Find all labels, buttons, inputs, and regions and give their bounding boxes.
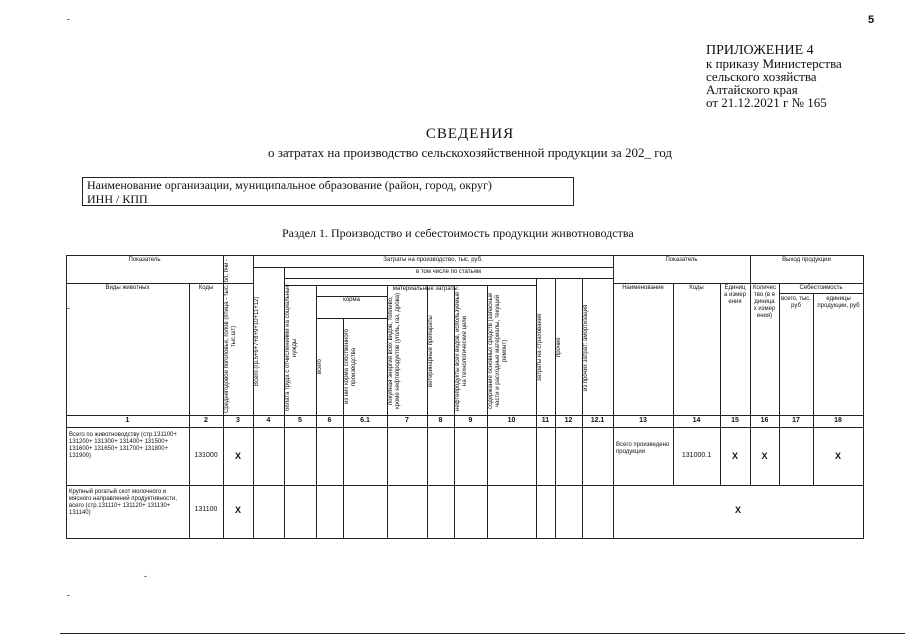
col-herd: Среднегодовое поголовье, голов (птица - тыс.гол, пчи - тыс.шт) [224, 258, 237, 413]
row-product-name: Всего произведено продукции [616, 442, 670, 455]
col-number: 12.1 [590, 417, 605, 424]
margin-mark: - [67, 14, 70, 24]
col-number: 2 [204, 417, 208, 424]
col-cost-unit: единицы продукции, руб [817, 296, 860, 309]
row-herd: X [234, 451, 241, 461]
page-number: 5 [868, 14, 875, 26]
margin-mark: - [67, 590, 70, 600]
header-cost-price: Себестоимость [799, 285, 843, 291]
row-unit-cost: X [834, 451, 841, 461]
col-number: 18 [834, 417, 842, 424]
col-number: 1 [125, 417, 130, 424]
document-title: СВЕДЕНИЯ [425, 126, 515, 142]
header-costs: Затраты на производство, тыс. руб. [383, 257, 483, 263]
col-number: 10 [507, 417, 516, 424]
col-unit: Единица измерения [724, 285, 746, 305]
col-energy: покупная энергия всех видов, топливо, кроме нефтепродуктов (уголь, газ, дрова) [388, 292, 401, 410]
col-number: 12 [564, 417, 573, 424]
col-quantity: Количество (в единицах измерения) [753, 285, 777, 319]
col-number: 5 [298, 417, 302, 424]
section-title: Раздел 1. Производство и себестоимость продукции животноводства [282, 226, 634, 240]
annex-heading: ПРИЛОЖЕНИЕ 4 [706, 43, 814, 58]
col-labor: оплата труда с отчислениями на социальные нужды [285, 284, 298, 411]
col-product-name: Наименование [622, 285, 664, 291]
col-number: 6 [327, 417, 332, 424]
col-number: 4 [266, 417, 271, 424]
col-oil: нефтепродукты всех видов, используемые на технологические цели [455, 291, 468, 411]
col-vet: ветеринарные препараты [428, 315, 434, 387]
row-code: 131000 [194, 452, 218, 459]
row-name: Всего по животноводству (стр.131100+ 131200+ 131300+ 131400+ 131500+ 131600+ 131650+ 131700+ 131800+ 131900) [69, 432, 177, 459]
margin-mark: - [144, 571, 147, 581]
col-number: 17 [792, 417, 800, 424]
header-output: Выход продукции [782, 257, 831, 263]
col-number: 16 [760, 417, 769, 424]
annex-line: Алтайского края [706, 82, 798, 97]
col-cost-total: всего, тыс. руб [781, 296, 811, 309]
annex-line: от 21.12.2021 г № 165 [706, 95, 827, 110]
col-feed-own: из них корма собственного производства [344, 329, 357, 405]
col-insurance: затраты на страхование [537, 313, 543, 382]
col-codes: Коды [198, 285, 214, 291]
header-feed: корма [343, 297, 360, 303]
col-number: 3 [236, 417, 240, 424]
row-merged-mark: X [734, 505, 741, 515]
col-number: 13 [639, 417, 647, 424]
row-product-code: 131000.1 [681, 452, 712, 459]
page-edge-line [60, 633, 905, 634]
row-quantity: X [761, 451, 768, 461]
col-codes-2: Коды [689, 285, 704, 291]
organization-name-label: Наименование организации, муниципальное образование (район, город, округ) [87, 178, 492, 192]
col-number: 14 [692, 417, 701, 424]
row-code: 131100 [194, 506, 218, 513]
col-number: 8 [438, 417, 443, 424]
row-unit: X [731, 451, 738, 461]
col-number: 6.1 [360, 417, 370, 424]
col-other: прочие [556, 337, 562, 358]
document-subtitle: о затратах на производство сельскохозяйственной продукции за 202_ год [267, 145, 672, 160]
col-feed-all: всего [317, 359, 323, 375]
row-herd: X [234, 505, 241, 515]
col-number: 7 [405, 417, 409, 424]
annex-line: сельского хозяйства [706, 69, 817, 84]
margin-mark: - [67, 303, 70, 313]
col-amortization: из прочих затрат: амортизация [583, 304, 589, 391]
col-number: 15 [731, 417, 739, 424]
inn-kpp-label: ИНН / КПП [87, 192, 148, 206]
header-indicator-2: Показатель [665, 257, 698, 263]
col-fixed-assets: содержание основных средств (запасные части и расходные материалы, текущий ремонт) [488, 292, 508, 410]
col-number: 9 [468, 417, 473, 424]
row-name: Крупный рогатый скот молочного и мясного направлений продуктивности, всего (стр.131110+ 131120+ 131130+ 131140) [69, 489, 177, 516]
header-indicator: Показатель [128, 257, 161, 263]
col-total: Всего (гр.5+6+7+8+9+10+11+12) [254, 296, 260, 387]
col-number: 11 [541, 417, 550, 424]
header-material: материальные затраты: [392, 286, 460, 292]
header-by-items: в том числе по статьям [415, 269, 482, 275]
col-animals: Виды животных [105, 285, 150, 291]
annex-line: к приказу Министерства [706, 56, 842, 71]
